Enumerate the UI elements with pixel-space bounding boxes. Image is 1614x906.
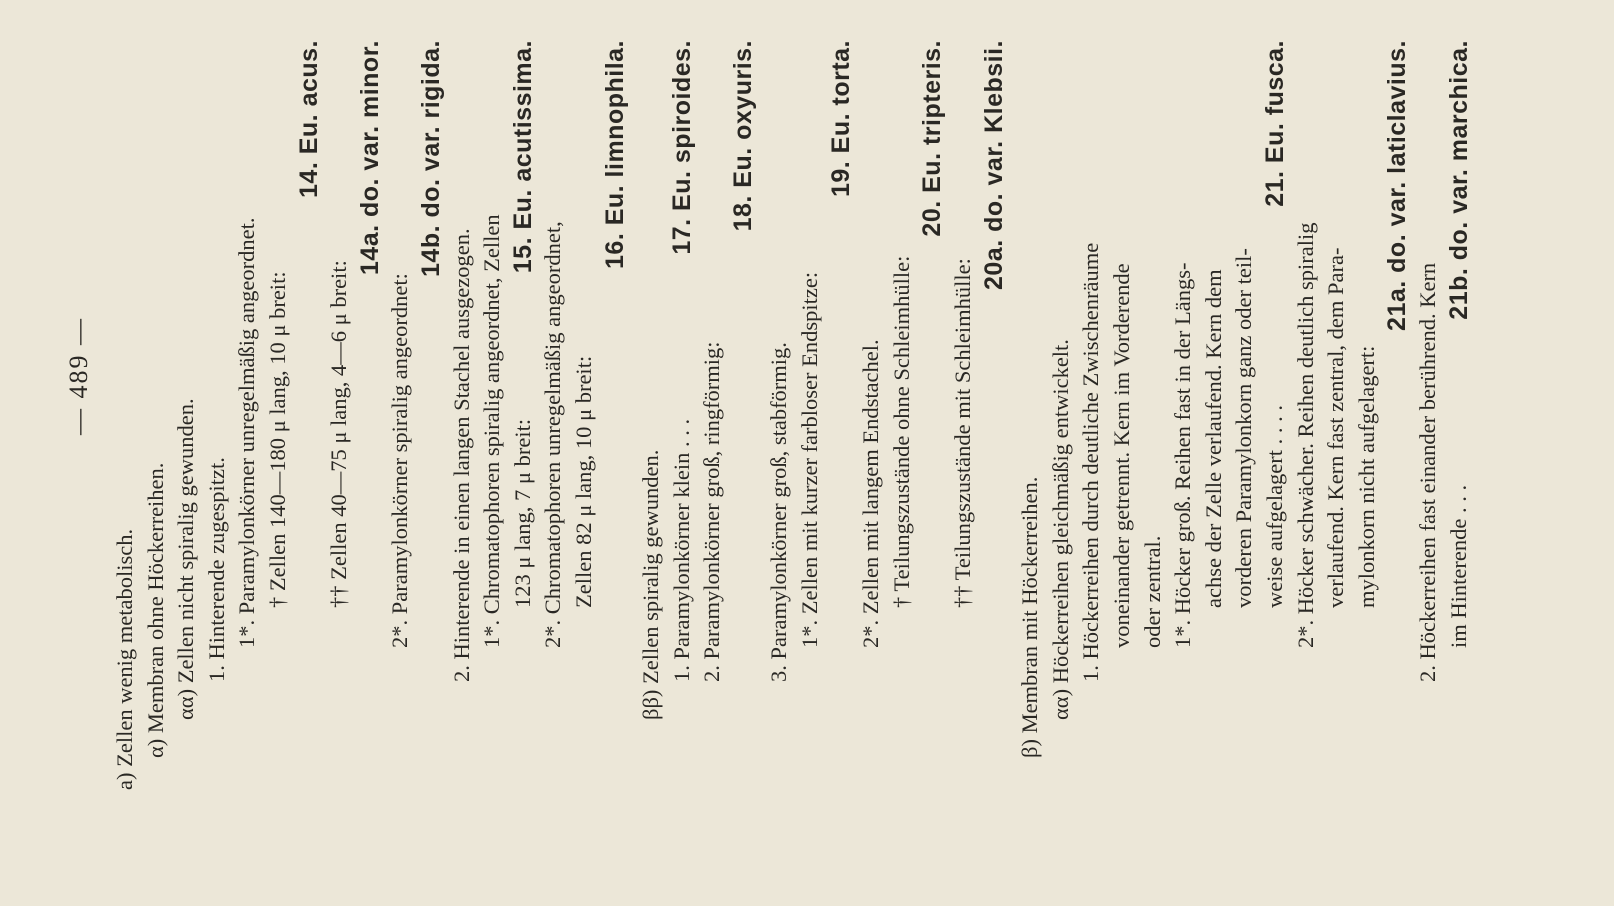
species-name: 14a. do. var. minor. [355, 40, 384, 276]
key-line-text: α) Membran ohne Höckerreihen. [142, 462, 168, 758]
species-name: 14. Eu. acus. [294, 40, 323, 198]
key-line [728, 20, 759, 830]
rotated-book-page [64, 20, 1598, 830]
key-line-text: achse der Zelle verlaufend. Kern dem [1200, 269, 1226, 608]
key-line [1168, 20, 1199, 830]
key-line [1444, 20, 1475, 830]
key-line [232, 20, 263, 830]
key-line [110, 20, 141, 830]
key-line [600, 20, 631, 830]
key-line-text: Zellen 82 μ lang, 10 μ breit: [570, 355, 596, 608]
key-line-text: weise aufgelagert . . . . [1261, 404, 1287, 608]
key-line-text: voneinander getrennt. Kern im Vorderende [1109, 263, 1134, 648]
key-text-column [110, 20, 1474, 830]
key-line-text: 2. Paramylonkörner groß, ringförmig: [699, 341, 725, 682]
key-line-text: αα) Höckerreihen gleichmäßig entwickelt. [1047, 339, 1073, 720]
key-line-text: 1. Höckerreihen durch deutliche Zwischenräume [1078, 242, 1104, 682]
key-line-text: 2*. Höcker schwächer. Reihen deutlich spiralig [1292, 222, 1318, 648]
species-name: 21b. do. var. marchica. [1444, 40, 1473, 320]
key-line [263, 20, 294, 830]
key-line [948, 20, 979, 830]
key-line-text: a) Zellen wenig metabolisch. [112, 528, 137, 790]
key-line [667, 20, 698, 830]
key-line [1076, 20, 1107, 830]
key-line-text: mylonkorn nicht aufgelagert: [1353, 345, 1379, 608]
species-name: 17. Eu. spiroides. [667, 40, 696, 255]
key-line [1229, 20, 1260, 830]
key-line-text: 1*. Chromatophoren spiralig angeordnet, Zellen [479, 214, 505, 648]
key-line [477, 20, 508, 830]
key-line-text: 2. Hinterende in einen langen Stachel ausgezogen. [448, 228, 474, 682]
key-line [508, 20, 539, 830]
species-name: 16. Eu. limnophila. [600, 40, 629, 269]
species-name: 14b. do. var. rigida. [416, 40, 445, 277]
key-line [887, 20, 918, 830]
key-line-text: 123 μ lang, 7 μ breit: [509, 418, 535, 608]
key-line-text: 1. Paramylonkörner klein . . . [668, 418, 694, 682]
key-line-text: αα) Zellen nicht spiralig gewunden. [173, 398, 199, 720]
key-line-text: 2*. Chromatophoren unregelmäßig angeordnet, [540, 221, 566, 648]
species-name: 21a. do. var. laticlavius. [1383, 40, 1412, 331]
key-line [917, 20, 948, 830]
key-line [1413, 20, 1444, 830]
key-line-text: † Teilungszustände ohne Schleimhülle: [888, 255, 914, 608]
species-name: 15. Eu. acutissima. [508, 40, 537, 274]
key-line-text: β) Membran mit Höckerreihen. [1017, 476, 1043, 758]
key-line-text: im Hinterende . . . [1445, 484, 1471, 648]
key-line [416, 20, 447, 830]
key-line [447, 20, 478, 830]
key-line-text: vorderen Paramylonkorn ganz oder teil- [1231, 248, 1257, 608]
key-line [355, 20, 386, 830]
key-line [636, 20, 667, 830]
key-line [795, 20, 826, 830]
key-line-text: oder zentral. [1139, 535, 1165, 648]
key-line [826, 20, 857, 830]
page-number: — 489 — [64, 317, 93, 435]
key-line [1260, 20, 1291, 830]
key-line-text: 3. Paramylonkörner groß, stabförmig. [766, 342, 792, 682]
key-line [1382, 20, 1413, 830]
key-line-text: †† Zellen 40—75 μ lang, 4—6 μ breit: [326, 260, 352, 608]
key-line [1352, 20, 1383, 830]
species-name: 19. Eu. torta. [826, 40, 855, 198]
key-line [1015, 20, 1046, 830]
key-line-text: † Zellen 140—180 μ lang, 10 μ breit: [264, 271, 290, 608]
key-line [385, 20, 416, 830]
key-line-text: 2*. Zellen mit langem Endstachel. [858, 339, 884, 648]
key-line-text: ββ) Zellen spiralig gewunden. [638, 449, 664, 720]
key-line [1291, 20, 1322, 830]
key-line [569, 20, 600, 830]
species-name: 20a. do. var. Klebsii. [979, 40, 1008, 291]
key-line-text: 1. Hinterende zugespitzt. [203, 457, 229, 682]
key-line [1107, 20, 1138, 830]
key-line [538, 20, 569, 830]
species-name: 20. Eu. tripteris. [918, 40, 947, 237]
key-line [202, 20, 233, 830]
key-line [171, 20, 202, 830]
key-line [1321, 20, 1352, 830]
species-name: 21. Eu. fusca. [1260, 40, 1289, 207]
key-line-text: verlaufend. Kern fast zentral, dem Para- [1323, 247, 1349, 608]
key-line [856, 20, 887, 830]
key-line [294, 20, 325, 830]
key-line-text: †† Teilungszustände mit Schleimhülle: [950, 258, 976, 608]
key-line-text: 1*. Paramylonkörner unregelmäßig angeordnet. [234, 217, 260, 648]
key-line-text: 1*. Zellen mit kurzer farbloser Endspitze: [797, 271, 823, 648]
key-line-text: 1*. Höcker groß. Reihen fast in der Längs- [1170, 262, 1196, 648]
key-line-text: 2*. Paramylonkörner spiralig angeordnet: [387, 273, 413, 648]
key-line [697, 20, 728, 830]
key-line [1046, 20, 1077, 830]
key-line [141, 20, 172, 830]
key-line [979, 20, 1010, 830]
key-line [764, 20, 795, 830]
species-name: 18. Eu. oxyuris. [728, 40, 757, 232]
key-line [1138, 20, 1169, 830]
key-line-text: 2. Höckerreihen fast einander berührend. Kern [1414, 262, 1440, 682]
key-line [324, 20, 355, 830]
key-line [1199, 20, 1230, 830]
